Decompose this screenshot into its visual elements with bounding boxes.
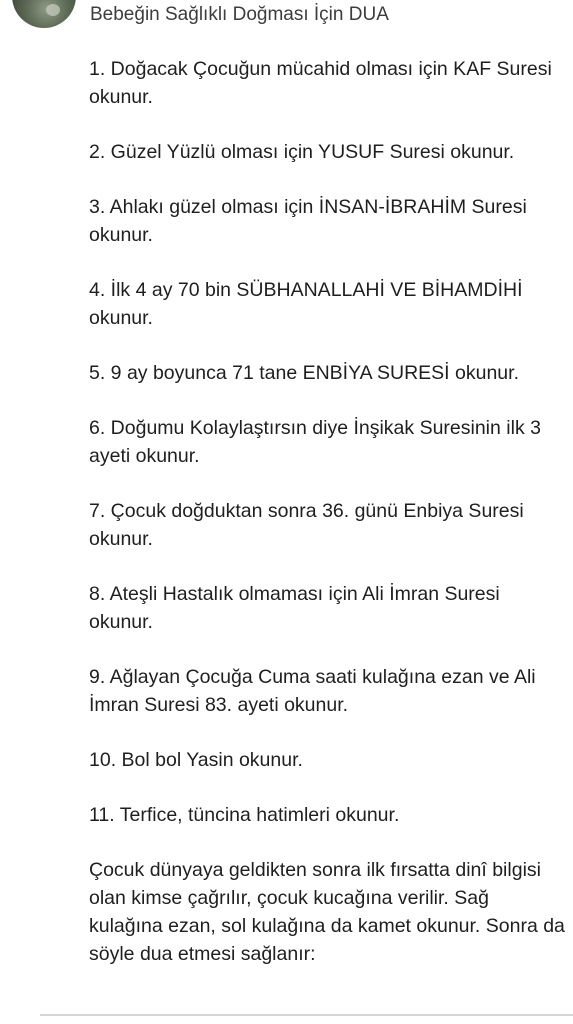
list-item: 7. Çocuk doğduktan sonra 36. günü Enbiya Suresi okunur.	[89, 500, 524, 550]
post-body	[89, 55, 565, 968]
avatar[interactable]	[12, 0, 76, 28]
list-item: 1. Doğacak Çocuğun mücahid olması için KAF Suresi okunur.	[89, 58, 552, 108]
list-item: 4. İlk 4 ay 70 bin SÜBHANALLAHİ VE BİHAMDİHİ okunur.	[89, 279, 523, 329]
divider	[40, 1014, 573, 1016]
post-header	[0, 0, 573, 36]
closing-paragraph: Çocuk dünyaya geldikten sonra ilk fırsatta dinî bilgisi olan kimse çağrılır, çocuk kucağına verilir. Sağ kulağına ezan, sol kulağına da kamet okunur. Sonra da söyle dua etmesi sağlanır:	[89, 859, 565, 965]
list-item: 11. Terfice, tüncina hatimleri okunur.	[89, 804, 400, 826]
list-item: 3. Ahlakı güzel olması için İNSAN-İBRAHİM Suresi okunur.	[89, 196, 527, 246]
post-title: Bebeğin Sağlıklı Doğması İçin DUA	[90, 4, 389, 25]
list-item: 9. Ağlayan Çocuğa Cuma saati kulağına ezan ve Ali İmran Suresi 83. ayeti okunur.	[89, 666, 536, 716]
list-item: 8. Ateşli Hastalık olmaması için Ali İmran Suresi okunur.	[89, 583, 500, 633]
list-item: 2. Güzel Yüzlü olması için YUSUF Suresi okunur.	[89, 141, 515, 163]
list-item: 10. Bol bol Yasin okunur.	[89, 749, 303, 771]
list-item: 5. 9 ay boyunca 71 tane ENBİYA SURESİ okunur.	[89, 362, 519, 384]
list-item: 6. Doğumu Kolaylaştırsın diye İnşikak Suresinin ilk 3 ayeti okunur.	[89, 417, 541, 467]
